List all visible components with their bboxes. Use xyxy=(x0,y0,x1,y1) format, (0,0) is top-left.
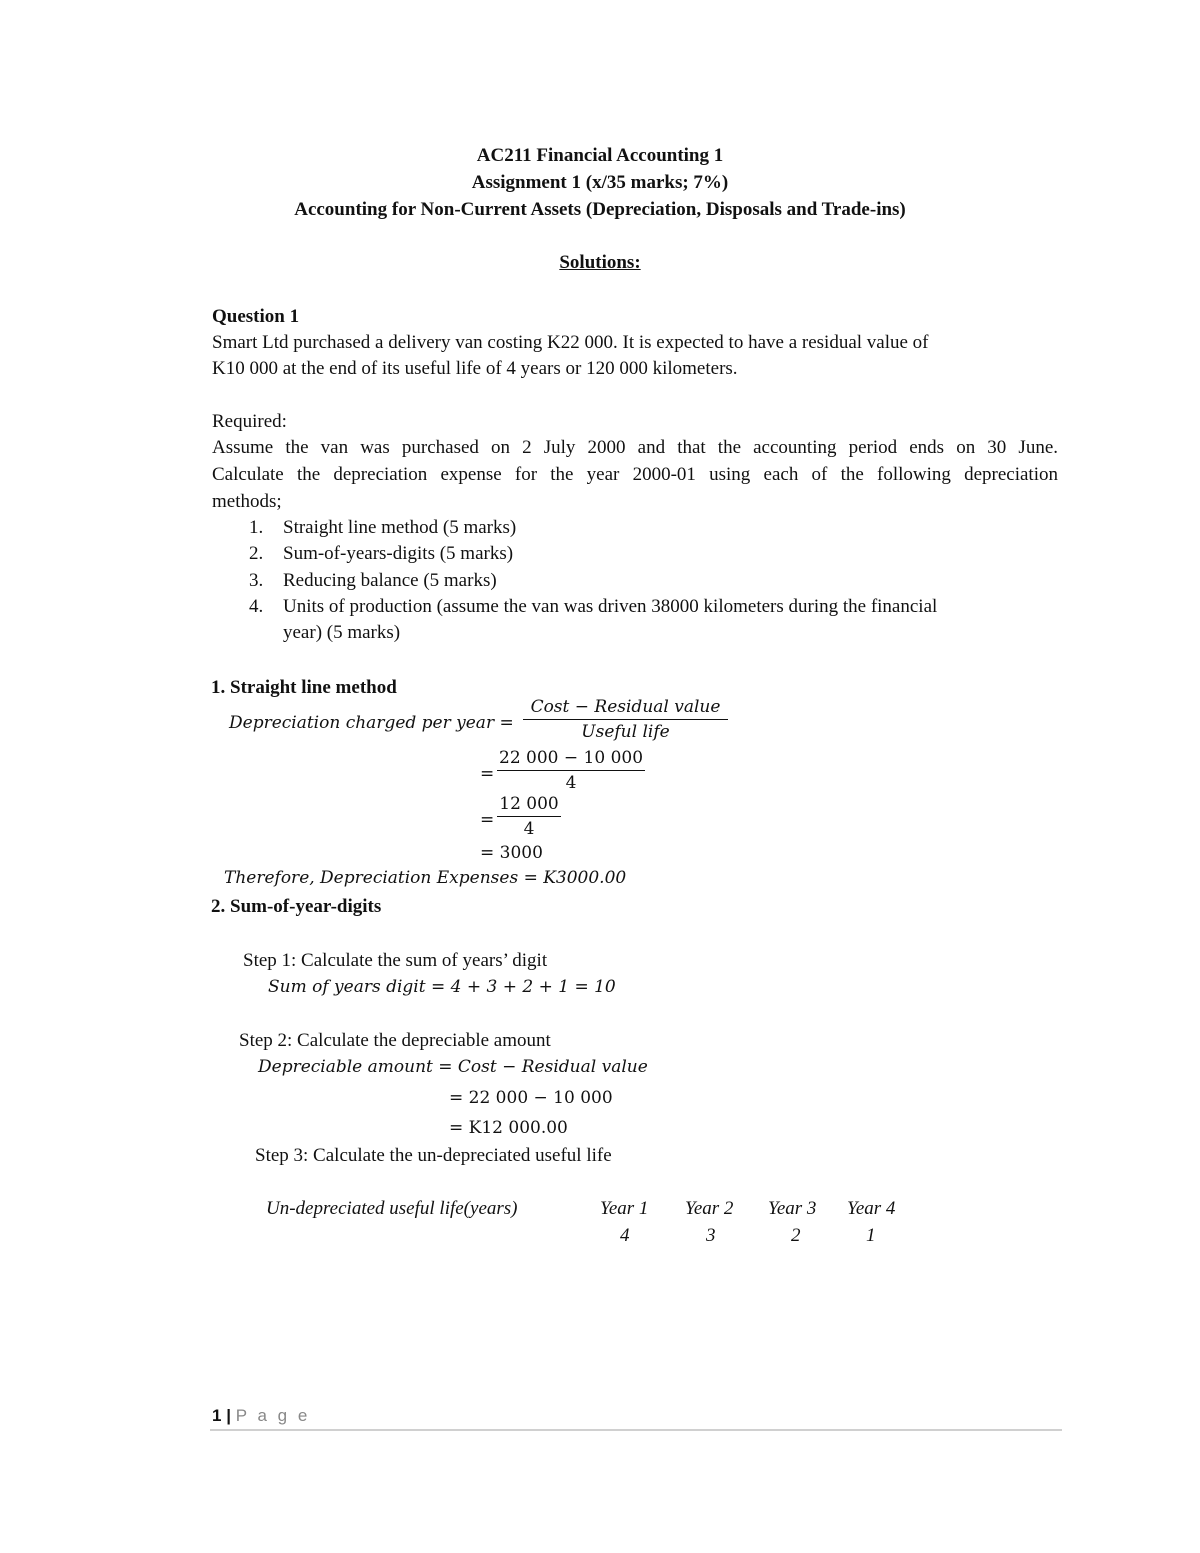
method-item: Reducing balance (5 marks) xyxy=(283,570,497,591)
equals-sign: = xyxy=(480,764,495,784)
fraction-denominator: Useful life xyxy=(581,722,670,742)
course-title: AC211 Financial Accounting 1 xyxy=(476,145,724,166)
page-number: 1 xyxy=(212,1406,222,1425)
question-1-line-1: Smart Ltd purchased a delivery van costing K22 000. It is expected to have a residual value of xyxy=(212,332,929,353)
equals-sign: = xyxy=(480,810,495,830)
topic-title: Accounting for Non-Current Assets (Depreciation, Disposals and Trade-ins) xyxy=(294,199,906,220)
table-value-cell: 4 xyxy=(620,1225,630,1246)
depreciation-lhs: Depreciation charged per year = xyxy=(229,713,514,733)
footer-divider xyxy=(210,1429,1062,1431)
table-header-cell: Year 2 xyxy=(685,1198,734,1219)
sum-of-years-heading: 2. Sum-of-year-digits xyxy=(211,896,382,917)
solutions-heading: Solutions: xyxy=(559,252,641,273)
table-header-cell: Year 1 xyxy=(600,1198,649,1219)
table-value-cell: 3 xyxy=(706,1225,716,1246)
method-number: 3. xyxy=(249,570,264,591)
method-number: 2. xyxy=(249,543,264,564)
formula-fraction xyxy=(523,697,728,742)
step-1-label: Step 1: Calculate the sum of years’ digit xyxy=(243,950,548,971)
question-1-line-2: K10 000 at the end of its useful life of 4 years or 120 000 kilometers. xyxy=(212,358,738,379)
required-label: Required: xyxy=(212,411,287,432)
table-value-cell: 1 xyxy=(866,1225,876,1246)
table-value-cell: 2 xyxy=(791,1225,801,1246)
question-1-heading: Question 1 xyxy=(212,306,300,327)
table-header-cell: Year 3 xyxy=(768,1198,817,1219)
substituted-fraction xyxy=(497,748,645,793)
table-row-label: Un-depreciated useful life(years) xyxy=(266,1198,518,1219)
method-number: 4. xyxy=(249,596,264,617)
required-line-1: Assume the van was purchased on 2 July 2000 and that the accounting period ends on 30 June. xyxy=(212,437,1058,458)
step-2-formula: Depreciable amount = Cost − Residual value xyxy=(258,1057,648,1077)
table-header-cell: Year 4 xyxy=(847,1198,896,1219)
required-line-3: methods; xyxy=(212,491,282,512)
step-2-result: = K12 000.00 xyxy=(449,1118,568,1138)
straight-line-conclusion: Therefore, Depreciation Expenses = K3000.00 xyxy=(224,868,627,888)
method-number: 1. xyxy=(249,517,264,538)
step-2-substitution: = 22 000 − 10 000 xyxy=(449,1088,613,1108)
straight-line-result: = 3000 xyxy=(480,843,543,863)
fraction-numerator: 12 000 xyxy=(497,794,561,817)
assignment-title: Assignment 1 (x/35 marks; 7%) xyxy=(471,172,729,193)
page-footer xyxy=(212,1406,310,1426)
fraction-numerator: 22 000 − 10 000 xyxy=(497,748,645,771)
fraction-numerator: Cost − Residual value xyxy=(523,697,728,720)
step-3-label: Step 3: Calculate the un-depreciated useful life xyxy=(255,1145,612,1166)
fraction-denominator: 4 xyxy=(523,819,535,839)
method-item: Units of production (assume the van was driven 38000 kilometers during the financial xyxy=(283,596,938,617)
straight-line-heading: 1. Straight line method xyxy=(211,677,397,698)
page-separator: | xyxy=(226,1406,231,1425)
step-1-formula: Sum of years digit = 4 + 3 + 2 + 1 = 10 xyxy=(268,977,616,997)
page-word: P a g e xyxy=(235,1406,311,1425)
method-item-continuation: year) (5 marks) xyxy=(283,622,401,643)
method-item: Sum-of-years-digits (5 marks) xyxy=(283,543,514,564)
simplified-fraction xyxy=(497,794,561,839)
required-line-2: Calculate the depreciation expense for the year 2000-01 using each of the following depreciation xyxy=(212,464,1058,485)
fraction-denominator: 4 xyxy=(565,773,577,793)
step-2-label: Step 2: Calculate the depreciable amount xyxy=(239,1030,551,1051)
method-item: Straight line method (5 marks) xyxy=(283,517,517,538)
